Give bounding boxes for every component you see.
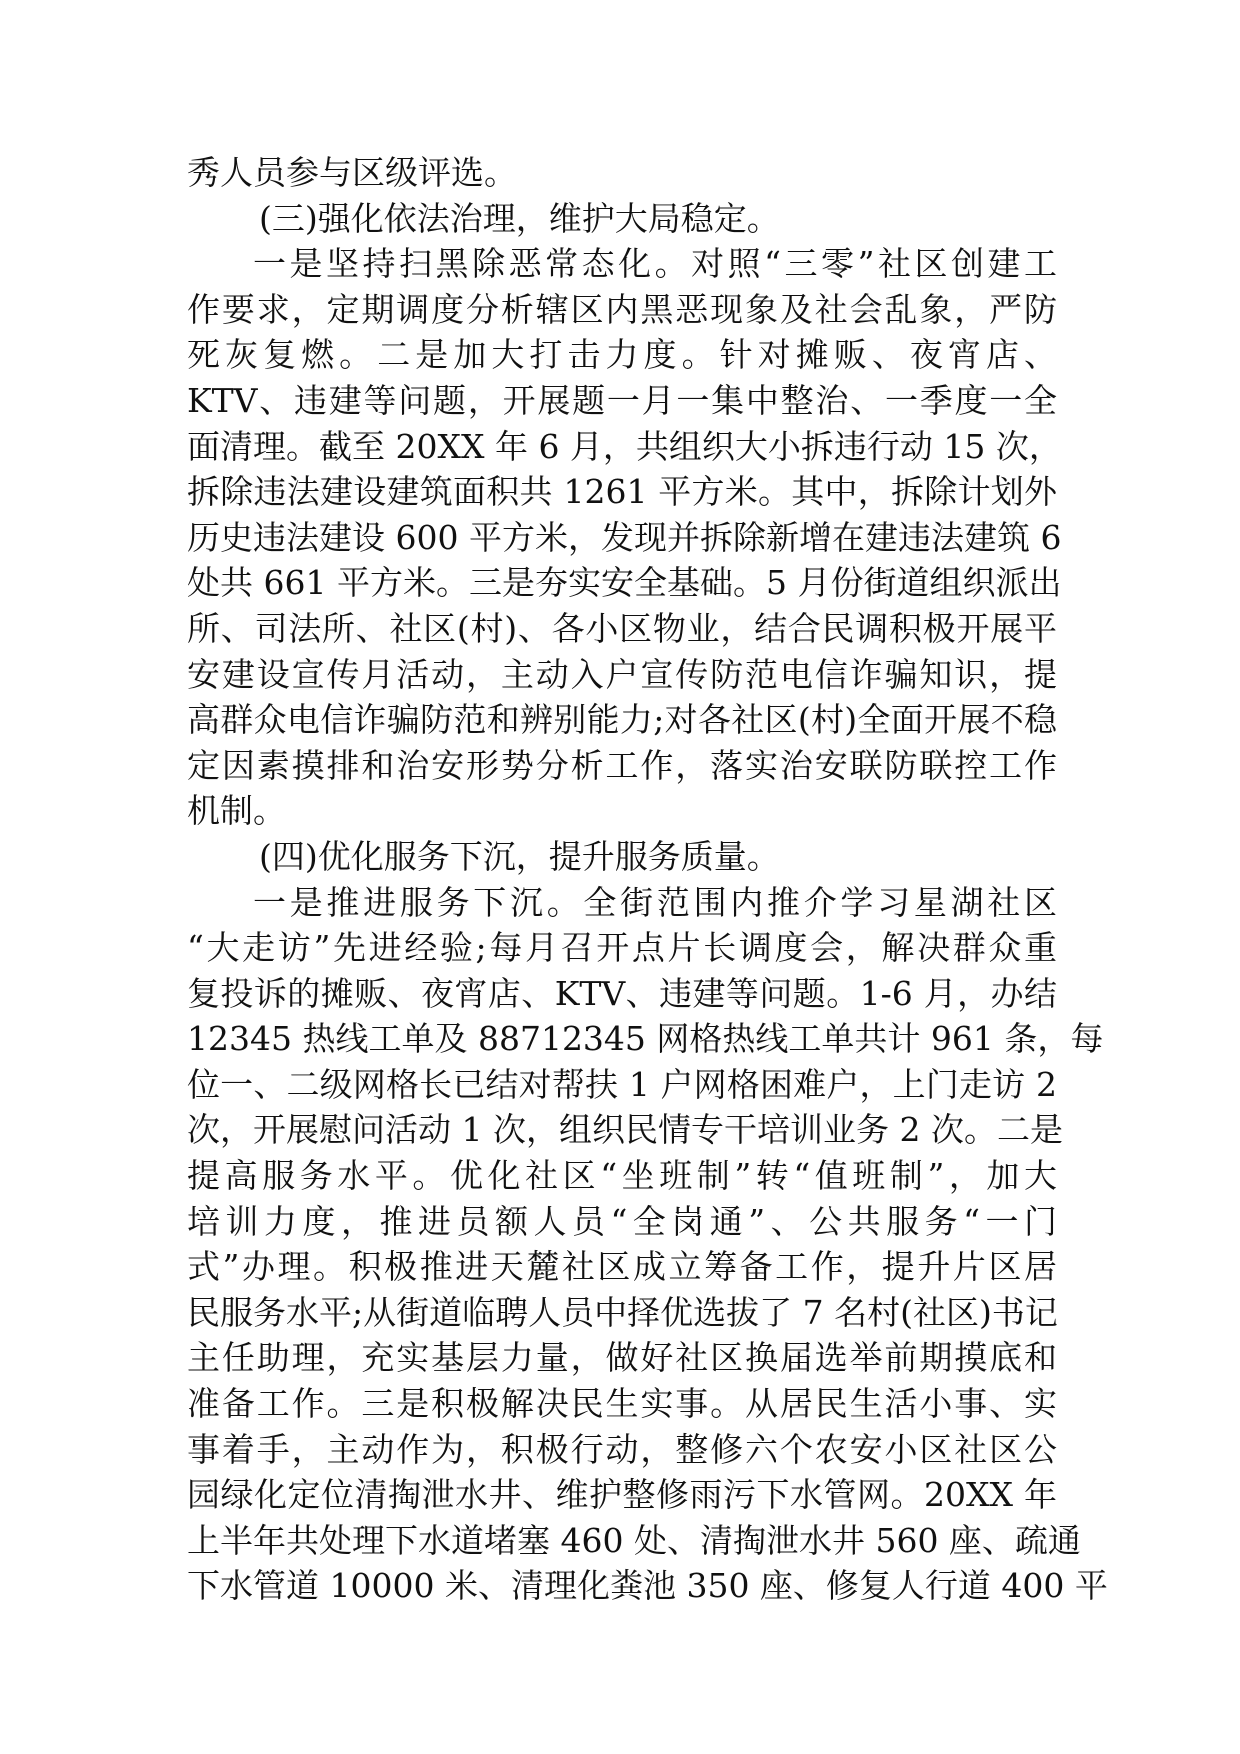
body-line-12: 安建设宣传月活动，主动入户宣传防范电信诈骗知识，提 bbox=[187, 654, 1057, 694]
body-line-5: 死灰复燃。二是加大打击力度。针对摊贩、夜宵店、 bbox=[187, 335, 1057, 375]
body-line-29: 事着手，主动作为，积极行动，整修六个农安小区社区公 bbox=[187, 1429, 1057, 1469]
section-heading-3: (三)强化依法治理，维护大局稳定。 bbox=[259, 198, 780, 238]
body-line-7: 面清理。截至 20XX 年 6 月，共组织大小拆违行动 15 次， bbox=[187, 426, 1062, 466]
body-line-11: 所、司法所、社区(村)、各小区物业，结合民调积极开展平 bbox=[187, 608, 1057, 648]
body-line-27: 主任助理，充实基层力量，做好社区换届选举前期摸底和 bbox=[187, 1338, 1057, 1378]
body-line-4: 作要求，定期调度分析辖区内黑恶现象及社会乱象，严防 bbox=[187, 289, 1057, 329]
body-line-3: 一是坚持扫黑除恶常态化。对照“三零”社区创建工 bbox=[253, 244, 1057, 284]
body-line-18: “大走访”先进经验;每月召开点片长调度会，解决群众重 bbox=[187, 928, 1057, 968]
body-line-23: 提高服务水平。优化社区“坐班制”转“值班制”，加大 bbox=[187, 1156, 1057, 1196]
body-line-1: 秀人员参与区级评选。 bbox=[187, 153, 517, 192]
section-heading-4: (四)优化服务下沉，提升服务质量。 bbox=[259, 836, 780, 876]
body-line-19: 复投诉的摊贩、夜宵店、KTV、违建等问题。1-6 月，办结 bbox=[187, 973, 1057, 1013]
body-line-32: 下水管道 10000 米、清理化粪池 350 座、修复人行道 400 平 bbox=[187, 1566, 1108, 1606]
body-line-20: 12345 热线工单及 88712345 网格热线工单共计 961 条，每 bbox=[187, 1019, 1104, 1059]
body-line-22: 次，开展慰问活动 1 次，组织民情专干培训业务 2 次。二是 bbox=[187, 1110, 1063, 1150]
body-line-10: 处共 661 平方米。三是夯实安全基础。5 月份街道组织派出 bbox=[187, 563, 1062, 603]
body-line-9: 历史违法建设 600 平方米，发现并拆除新增在建违法建筑 6 bbox=[187, 517, 1062, 557]
body-line-26: 民服务水平;从街道临聘人员中择优选拔了 7 名村(社区)书记 bbox=[187, 1292, 1058, 1332]
body-line-21: 位一、二级网格长已结对帮扶 1 户网格困难户，上门走访 2 bbox=[187, 1064, 1057, 1104]
body-line-13: 高群众电信诈骗防范和辨别能力;对各社区(村)全面开展不稳 bbox=[187, 700, 1057, 740]
body-line-14: 定因素摸排和治安形势分析工作，落实治安联防联控工作 bbox=[187, 745, 1057, 785]
body-line-24: 培训力度，推进员额人员“全岗通”、公共服务“一门 bbox=[187, 1201, 1057, 1241]
body-line-6: KTV、违建等问题，开展题一月一集中整治、一季度一全 bbox=[187, 380, 1057, 420]
body-line-17: 一是推进服务下沉。全街范围内推介学习星湖社区 bbox=[253, 882, 1057, 922]
document-body bbox=[187, 150, 1108, 1609]
body-line-28: 准备工作。三是积极解决民生实事。从居民生活小事、实 bbox=[187, 1384, 1057, 1424]
body-line-31: 上半年共处理下水道堵塞 460 处、清掏泄水井 560 座、疏通 bbox=[187, 1520, 1081, 1560]
body-line-30: 园绿化定位清掏泄水井、维护整修雨污下水管网。20XX 年 bbox=[187, 1475, 1057, 1515]
body-line-15: 机制。 bbox=[187, 791, 286, 831]
body-line-25: 式”办理。积极推进天麓社区成立筹备工作，提升片区居 bbox=[187, 1247, 1057, 1287]
body-line-8: 拆除违法建设建筑面积共 1261 平方米。其中，拆除计划外 bbox=[187, 472, 1057, 512]
